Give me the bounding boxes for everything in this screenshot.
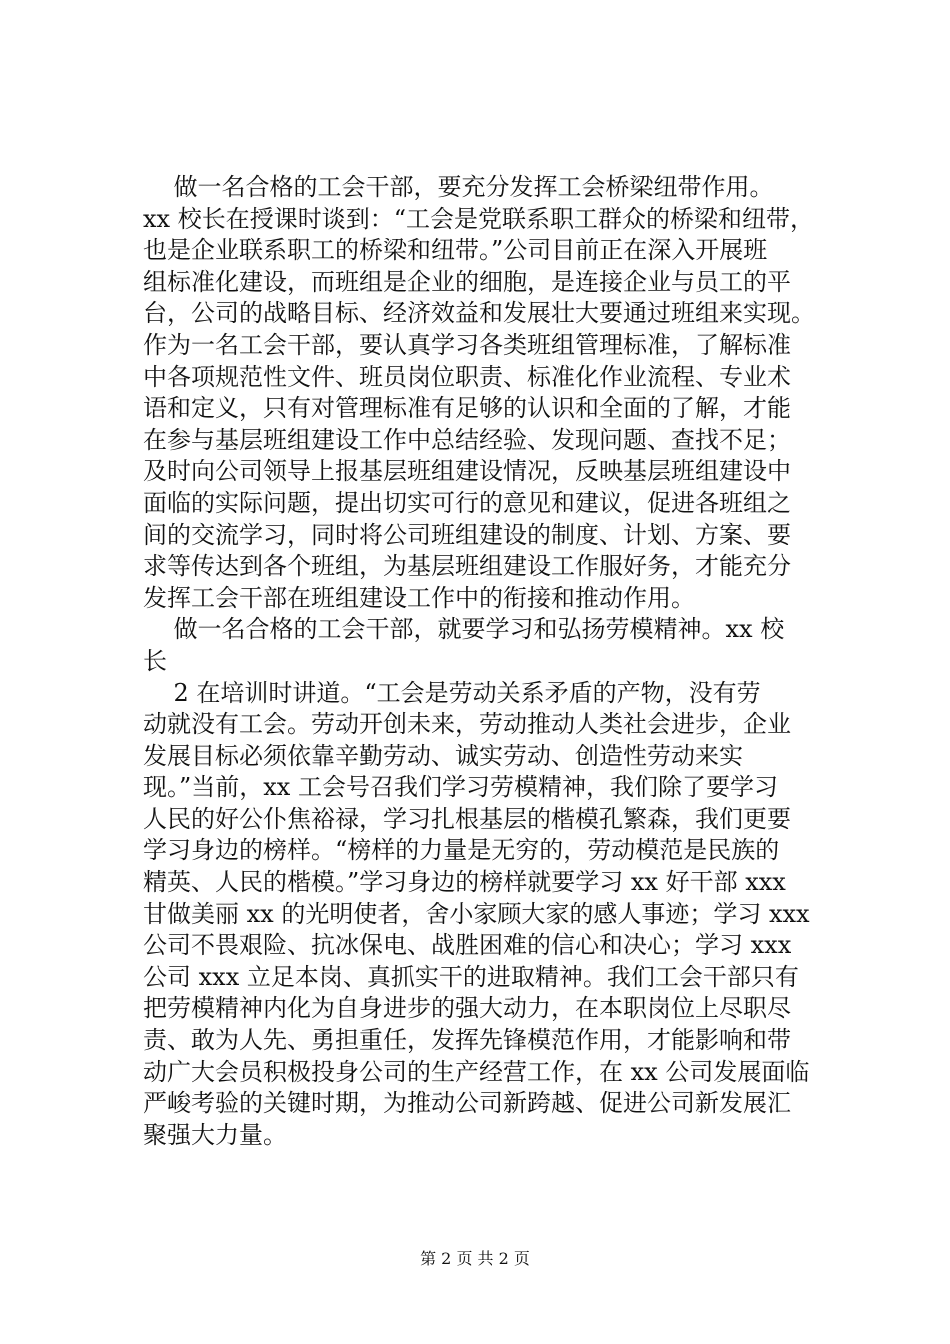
text-line: 现。”当前，xx 工会号召我们学习劳模精神，我们除了要学习 bbox=[143, 773, 778, 802]
text-line: 台，公司的战略目标、经济效益和发展壮大要通过班组来实现。 bbox=[143, 299, 815, 328]
text-line: 做一名合格的工会干部，就要学习和弘扬劳模精神。xx 校 bbox=[143, 615, 785, 644]
text-line: 求等传达到各个班组，为基层班组建设工作服好务，才能充分 bbox=[143, 552, 791, 581]
text-line: 动广大会员积极投身公司的生产经营工作，在 xx 公司发展面临 bbox=[143, 1057, 810, 1086]
body-text bbox=[143, 172, 853, 1151]
text-line: 在参与基层班组建设工作中总结经验、发现问题、查找不足； bbox=[143, 425, 791, 454]
text-line: 甘做美丽 xx 的光明使者，舍小家顾大家的感人事迹；学习 xxx bbox=[143, 899, 810, 928]
text-line: 2 在培训时讲道。“工会是劳动关系矛盾的产物，没有劳 bbox=[143, 678, 761, 707]
text-line: 长 bbox=[143, 646, 167, 675]
text-line: 责、敢为人先、勇担重任，发挥先锋模范作用，才能影响和带 bbox=[143, 1026, 791, 1055]
text-line: 做一名合格的工会干部，要充分发挥工会桥梁纽带作用。 bbox=[143, 173, 774, 201]
text-line: 组标准化建设，而班组是企业的细胞，是连接企业与员工的平 bbox=[143, 267, 791, 296]
text-line: 公司 xxx 立足本岗、真抓实干的进取精神。我们工会干部只有 bbox=[143, 962, 799, 991]
page-footer: 第 2 页 共 2 页 bbox=[420, 1249, 530, 1268]
text-line: 也是企业联系职工的桥梁和纽带。”公司目前正在深入开展班 bbox=[143, 236, 768, 265]
text-line: 聚强大力量。 bbox=[143, 1120, 287, 1149]
text-line: 学习身边的榜样。“榜样的力量是无穷的，劳动模范是民族的 bbox=[143, 836, 780, 865]
text-line: 精英、人民的楷模。”学习身边的榜样就要学习 xx 好干部 xxx bbox=[143, 868, 786, 897]
text-line: 面临的实际问题，提出切实可行的意见和建议，促进各班组之 bbox=[143, 488, 791, 517]
text-line: 严峻考验的关键时期，为推动公司新跨越、促进公司新发展汇 bbox=[143, 1089, 791, 1118]
text-line: 及时向公司领导上报基层班组建设情况，反映基层班组建设中 bbox=[143, 457, 791, 486]
text-line: 发挥工会干部在班组建设工作中的衔接和推动作用。 bbox=[143, 583, 695, 612]
text-line: 作为一名工会干部，要认真学习各类班组管理标准，了解标准 bbox=[143, 330, 791, 359]
text-line: 把劳模精神内化为自身进步的强大动力，在本职岗位上尽职尽 bbox=[143, 994, 791, 1023]
text-line: 公司不畏艰险、抗冰保电、战胜困难的信心和决心；学习 xxx bbox=[143, 931, 792, 960]
text-line: 人民的好公仆焦裕禄，学习扎根基层的楷模孔繁森，我们更要 bbox=[143, 804, 791, 833]
text-line: 间的交流学习，同时将公司班组建设的制度、计划、方案、要 bbox=[143, 520, 791, 549]
text-line: 中各项规范性文件、班员岗位职责、标准化作业流程、专业术 bbox=[143, 362, 791, 391]
text-line: 动就没有工会。劳动开创未来，劳动推动人类社会进步，企业 bbox=[143, 710, 791, 739]
text-line: 发展目标必须依靠辛勤劳动、诚实劳动、创造性劳动来实 bbox=[143, 741, 743, 770]
text-line: 语和定义，只有对管理标准有足够的认识和全面的了解，才能 bbox=[143, 394, 791, 423]
text-line: xx 校长在授课时谈到：“工会是党联系职工群众的桥梁和纽带， bbox=[143, 204, 814, 233]
